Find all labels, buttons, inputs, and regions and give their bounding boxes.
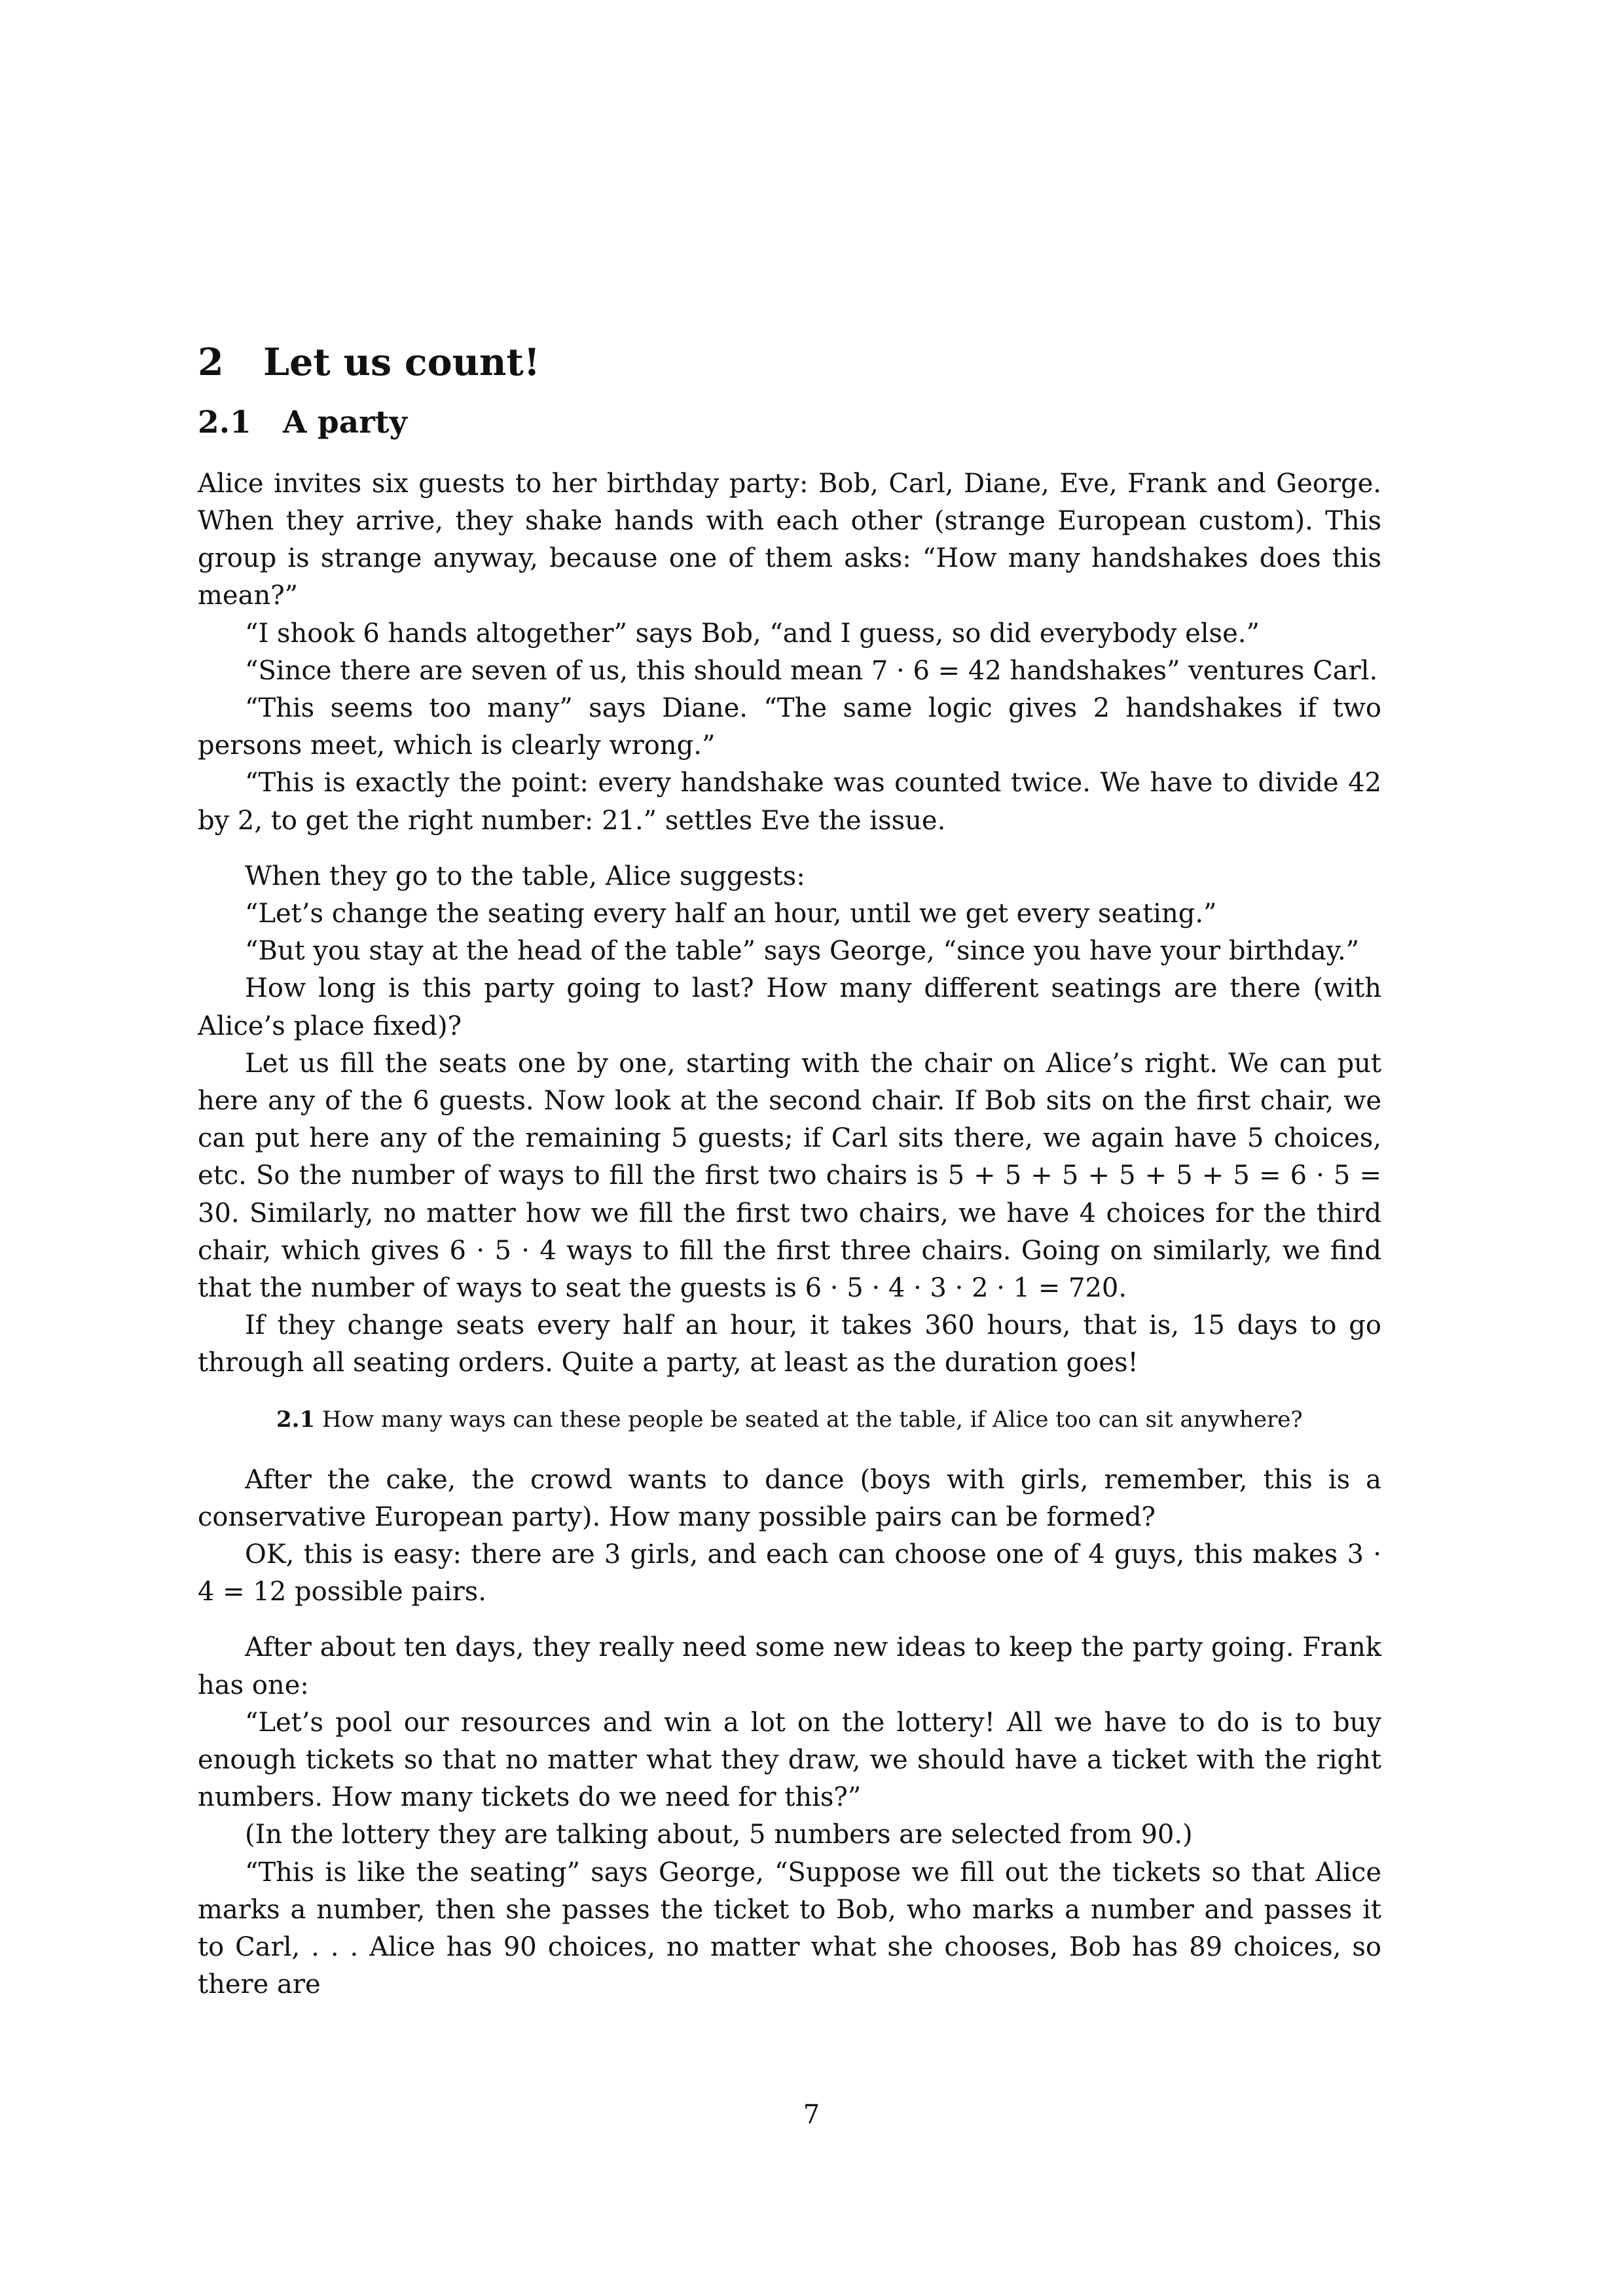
paragraph: “This is exactly the point: every handshake was counted twice. We have to divide 42 by 2, to get the right number: 21.” settles Eve the issue.: [198, 768, 1381, 836]
paragraph: “Let’s change the seating every half an hour, until we get every seating.”: [245, 899, 1217, 929]
exercise: [276, 1403, 1315, 1437]
subsection-heading: [198, 404, 1381, 441]
exercise-text: How many ways can these people be seated at the table, if Alice too can sit anywhere?: [321, 1406, 1303, 1433]
text-block: [198, 340, 1381, 2004]
paragraph: Let us fill the seats one by one, starting with the chair on Alice’s right. We can put here any of the 6 guests. Now look at the second chair. If Bob sits on the first chair, we can put here any of the remaining 5 guests; if Carl sits there, we again have 5 choices, etc. So the number of ways to fill the first two chairs is 5 + 5 + 5 + 5 + 5 + 5 = 6 · 5 = 30. Similarly, no matter how we fill the first two chairs, we have 4 choices for the third chair, which gives 6 · 5 · 4 ways to fill the first three chairs. Going on similarly, we find that the number of ways to seat the guests is 6 · 5 · 4 · 3 · 2 · 1 = 720.: [198, 1048, 1381, 1304]
section-heading: [198, 340, 1381, 385]
exercise-number: 2.1: [276, 1406, 316, 1433]
section-number: 2: [198, 340, 224, 384]
paragraph: “Let’s pool our resources and win a lot on the lottery! All we have to do is to buy enough tickets so that no matter what they draw, we should have a ticket with the right numbers. How many tickets do we need for this?”: [198, 1707, 1381, 1813]
section-title: Let us count!: [263, 340, 540, 384]
paragraph: “This seems too many” says Diane. “The same logic gives 2 handshakes if two persons meet, which is clearly wrong.”: [198, 693, 1381, 761]
paragraph: Alice invites six guests to her birthday party: Bob, Carl, Diane, Eve, Frank and George. When they arrive, they shake hands with each other (strange European custom). This group is strange anyway, because one of them asks: “How many handshakes does this mean?”: [198, 468, 1381, 611]
paragraph: After about ten days, they really need some new ideas to keep the party going. Frank has one:: [198, 1632, 1381, 1700]
paragraph: If they change seats every half an hour, it takes 360 hours, that is, 15 days to go through all seating orders. Quite a party, at least as the duration goes!: [198, 1310, 1381, 1378]
paragraph: “Since there are seven of us, this should mean 7 · 6 = 42 handshakes” ventures Carl.: [245, 655, 1378, 686]
paragraph: “I shook 6 hands altogether” says Bob, “and I guess, so did everybody else.”: [245, 618, 1260, 649]
paragraph: “But you stay at the head of the table” says George, “since you have your birthday.”: [245, 936, 1360, 967]
paragraph: How long is this party going to last? How many different seatings are there (with Alice’s place fixed)?: [198, 973, 1381, 1041]
paragraph: OK, this is easy: there are 3 girls, and each can choose one of 4 guys, this makes 3 · 4 = 12 possible pairs.: [198, 1539, 1381, 1607]
subsection-number: 2.1: [198, 404, 251, 441]
paragraph: When they go to the table, Alice suggests:: [245, 861, 805, 891]
page-number: 7: [803, 2100, 820, 2130]
paragraph: After the cake, the crowd wants to dance (boys with girls, remember, this is a conservative European party). How many possible pairs can be formed?: [198, 1464, 1381, 1532]
subsection-title: A party: [283, 404, 407, 441]
paragraph: “This is like the seating” says George, “Suppose we fill out the tickets so that Alice marks a number, then she passes the ticket to Bob, who marks a number and passes it to Carl, . . . Alice has 90 choices, no matter what she chooses, Bob has 89 choices, so there are: [198, 1857, 1381, 2000]
paragraph: (In the lottery they are talking about, 5 numbers are selected from 90.): [245, 1820, 1193, 1850]
